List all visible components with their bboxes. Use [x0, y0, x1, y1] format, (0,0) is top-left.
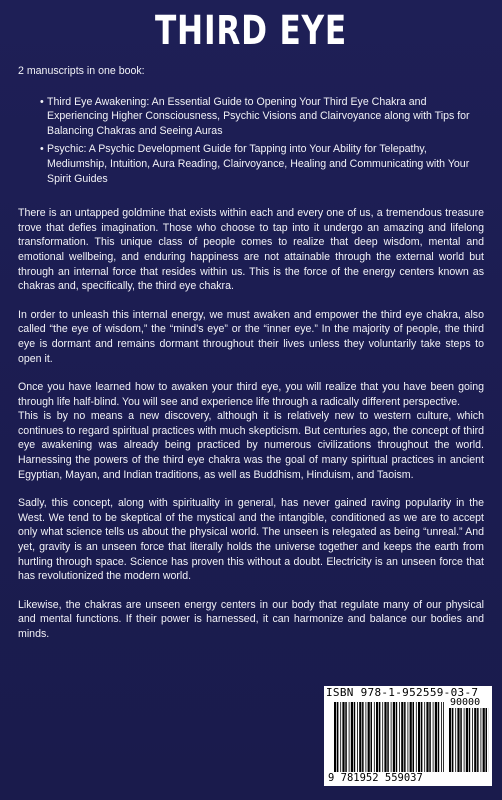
book-title: THIRD EYE — [154, 8, 348, 54]
manuscript-2: Psychic: A Psychic Development Guide for Tapping into Your Ability for Telepathy, Mediumship, Intuition, Aura Reading, Clairvoyance, Healing and Communicating with Your Spirit Guides — [47, 143, 470, 185]
intro-line: 2 manuscripts in one book: — [18, 65, 145, 77]
barcode-addon-bars-icon — [449, 708, 489, 772]
paragraph-3: Once you have learned how to awaken your third eye, you will realize that you have been going through life half-blind. You will see and experience life through a radically different perspective. — [18, 381, 484, 408]
bullet-icon: • — [40, 95, 44, 108]
barcode-bars-icon — [334, 702, 444, 772]
cover-text — [18, 64, 484, 656]
list-item — [40, 95, 484, 139]
manuscript-list — [18, 95, 484, 187]
manuscript-1: Third Eye Awakening: An Essential Guide to Opening Your Third Eye Chakra and Experiencing Higher Consciousness, Psychic Visions and Clairvoyance along with Tips for Balancing Chakras and Seeing Auras — [47, 95, 470, 137]
isbn-label: ISBN 978-1-952559-03-7 — [326, 686, 479, 699]
barcode-addon-digits: 90000 — [450, 697, 481, 708]
paragraph-5: Sadly, this concept, along with spirituality in general, has never gained raving popularity in the West. We tend to be skeptical of the mystical and the intangible, conditioned as we are to accept only what science tells us about the physical world. The unseen is relegated as being “unreal.” And yet, gravity is an unseen force that literally holds the universe together and keeps the earth from hurtling through space. Science has proven this without a doubt. Electricity is an unseen force that has revolutionized the modern world. — [18, 497, 484, 583]
isbn-barcode — [324, 686, 492, 786]
barcode-digits: 9 781952 559037 — [328, 772, 423, 784]
bullet-icon: • — [40, 143, 44, 156]
paragraph-4: This is by no means a new discovery, although it is relatively new to western culture, which continues to regard spiritual practices with much skepticism. But centuries ago, the concept of third eye awakening was already being practiced by numerous civilizations throughout the world. Harnessing the powers of the third eye chakra was the goal of many spiritual practices in ancient Egyptian, Mayan, and Indian traditions, as well as Buddhism, Hinduism, and Taoism. — [18, 410, 484, 481]
paragraph-6: Likewise, the chakras are unseen energy centers in our body that regulate many of our physical and mental functions. If their power is harnessed, it can harmonize and balance our bodies and minds. — [18, 598, 484, 640]
paragraph-2: In order to unleash this internal energy, we must awaken and empower the third eye chakra, also called “the eye of wisdom,” the “mind's eye” or the “inner eye.” In the majority of people, the third eye is dormant and remains dormant throughout their lives unless they voluntarily take steps to open it. — [18, 308, 484, 365]
paragraph-1: There is an untapped goldmine that exists within each and every one of us, a tremendous treasure trove that defies imagination. Those who choose to tap into it undergo an amazing and lifelong transformation. This unique class of people comes to realize that deep wisdom, mental and emotional wellbeing, and enduring happiness are not attainable through the external world but through an internal force that resides within us. This is the force of the energy centers known as chakras and, specifically, the third eye chakra. — [18, 207, 484, 293]
list-item — [40, 142, 484, 186]
